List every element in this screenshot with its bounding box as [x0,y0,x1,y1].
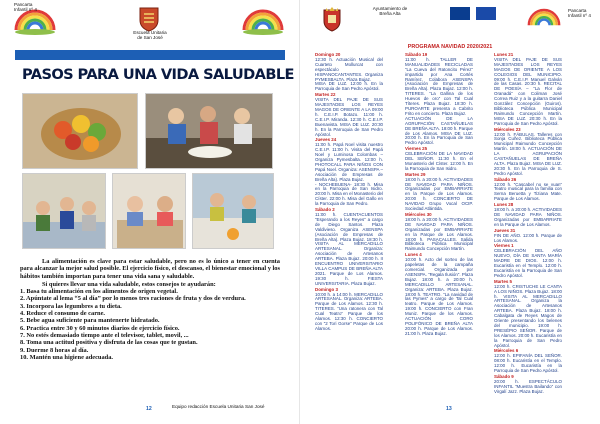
tips-list [20,288,280,361]
schedule-entry: 12:00 h. “Cascabel no se vuan” Teatro musical para la familia con Serna Beruetta y Tiziana Mate. Parque de Los Alamos. [494,181,562,202]
schedule-entry: VISITA DEL PAJE DE SUS MAJESTADES LOS REYES MAGOS DE ORIENTE A LA 09:00 h. C.E.I.P. Botazo. 11:00 h. C.E.I.P. Miranda. 12:30 h. C.E.I.P. Buenavista. MISA DE LUZ. 20:30 h. En la Parroquia de San Pedro Apóstol. [315,97,383,137]
photo-classroom [22,173,106,249]
schedule-day-heading: Sábado 19 [405,52,428,57]
schedule-column-2 [405,52,473,404]
schedule-day-heading: Lunes 4 [405,252,422,258]
left-page-header [0,0,299,52]
council-label: Ayuntamiento de Breña Alta [372,6,408,16]
photo-school-table [192,173,274,249]
credit-line: Equipo redacción Escuela Unitaria San José [172,404,265,409]
list-item: 2. Apúntate al lema “5 al día” por lo menos tres raciones de fruta y dos de verdura. [20,295,246,303]
list-item: 5. Bebe agua suficiente para mantenerte hidratado. [20,317,160,325]
schedule-entry: ACTUACIÓN DE LA AGRUPACIÓN CASTAÑUELAS DE BREÑA ALTA. 18:00 h. Parque de Los Alamos. MISA DE LUZ. 20:00 h. En la Parroquia de San Pedro Apóstol. [405,115,473,146]
pancarta-label: Pancarta Infantil nº 4 [568,8,591,18]
photo-fruit-basket [22,93,138,169]
schedule-day-heading: Miércoles 6 [494,348,519,354]
schedule-day-heading: Sábado 26 [494,176,517,182]
tips-intro: Si quieres llevar una vida saludable, estos consejos te ayudarán: [42,280,216,288]
list-item: 1. Basa tu alimentación en los alimentos de origen vegetal. [20,288,178,296]
council-crest-icon [322,6,342,32]
schedule-entry: 20:00 h. ESPECTÁCULO INFANTIL “Muestra Bailando” con Virgalí Jazz. Plaza Bujaz. [494,378,562,394]
list-item: 10. Mantén una higiene adecuada. [20,353,114,361]
schedule-entry: 18:00 h. a 20:00 h. ACTIVIDADES DE NAVIDAD PARA NIÑOS. Organizadas por EMBARRIATE en la Parque de Los Alamos. 18:00 h. PASACALLES. Salida Biblioteca Pública Municipal Raimundo Concepción Martín. [405,216,473,252]
schedule-entry: 11:00 h. Papá Noel visita nuestro C.E.I.P. 11:00 h. Visita del Papá Noel y Luminosa Colombas – Organiza Pymesbalta. 12:00 h. PHOTOCALL PARA NIÑOS CON Papá Noel. Organiza: ASENSPA – Asociación de Empresas de Breña Alta). Plaza Bujaz. [315,142,383,182]
schedule-day-heading: Domingo 20 [315,52,341,57]
list-item: 7. No estés demasiado tiempo ante el televisor, tablet, movil, ... [20,331,189,339]
schedule-entry: 12:00 h. EPIFANÍA DEL SEÑOR. 08:00 h. Eucaristía en el Templo. 12:00 h. Eucaristía en la Parroquia de San Pedro Apóstol. [494,353,562,374]
schedule-column-1 [315,52,383,404]
list-item: 8. Toma una actitud positiva y disfruta de las cosas que te gustan. [20,339,198,347]
schedule-entry: - NOCHEBUENA- 18:30 h. Misa en la Parroquia de San Isidro. 20:00 h. Misa en el Monasterio del Císter. 22:00 h. Misa del Gallo en la Parroquia de San Pedro. [315,181,383,207]
article-body [20,258,280,361]
schedule-day-heading: Miércoles 23 [494,126,521,132]
eu-flag-icon [450,7,470,20]
page-number: 12 [146,406,152,412]
intro-paragraph: La alimentación es clave para estar saludable, pero no es lo único a tener en cuenta para alcanzar la mejor salud posible. El ejercicio físico, el descanso, el bienestar emocional y los hábitos también importan para tener una vida sana y saludable. [20,258,280,280]
schedule-day-heading: Viernes 1 [494,243,514,249]
schedule-day-heading: Lunes 21 [494,52,514,57]
list-item: 3. Incorpora las legumbres a tu dieta. [20,302,122,310]
school-crest-icon [138,6,160,32]
title-band [15,50,285,60]
school-label: Escuela Unitaria de San José [133,30,167,40]
schedule-entry: CELEBRACIÓN DEL AÑO NUEVO, DÍA DE SANTA MARÍA MADRE DE DIOS. 12:00 h. Eucaristía en el Templo. 12:00 h. Eucaristía en la Parroquia de San Pedro Apóstol. [494,248,562,278]
schedule-day-heading: Jueves 31 [494,227,516,233]
schedule-entry: 12:00 h. FÁBULAS. Talleres con Sonja Cuñez. Biblioteca Pública Municipal Raimundo Concepción Martín. 18:00 h. ACTUACIÓN DE LA AGRUPACIÓN CASTAÑUELAS DE BREÑA ALTA. Plaza Bujaz. MISA DE LUZ. 20:30 h. En la Parroquia de S. Pedro Apóstol. [494,131,562,176]
schedule-entry: MISA DE LUZ. 12:00 h. En la Parroquia de San Pedro Apóstol. [315,81,383,92]
article-title: PASOS PARA UNA VIDA SALUDABLE [22,66,294,83]
schedule-day-heading: Domingo 3 [315,286,338,292]
schedule-day-heading: Martes 5 [494,278,513,284]
schedule-day-heading: Sábado 9 [494,374,514,379]
schedule-day-heading: Lunes 28 [494,202,514,208]
list-item: 6. Practica entre 30 y 60 minutos diarios de ejercicio físico. [20,324,180,332]
schedule-entry: 11:00 h. TALLER DE MANUALIDADES RECICLADAS “La Cueva del Ratoncito Pérez” impartido por Ana Cortés Ramírez. Colabora ASENSPA (Asociación de Empresas de Breña Alta). Plaza Bujaz. 12:00 h. TITERES. “La Gallina de los Huevos de oro” con Tal Cual Títeres. Plaza Bujaz. 18:30 h. PUROARTE presenta a Cabrito Frito en concierto. Plaza Bujaz. [405,56,473,116]
schedule-day-heading: Miércoles 30 [405,212,432,217]
schedule-entry: FIN DE AÑO. 12:00 h. Parque de Los Alamos. [494,232,562,243]
schedule-column-3 [494,52,562,404]
schedule-day-heading: Jueves 24 [315,137,337,143]
schedule-entry: 10:00 h. Acto del sorteo de las papeletas de la campaña comercial. Organizada por ASENSPA. “Regala Ilusión”. Plaza Bujaz. 18:00 h. a 20:00 h. MERCADILLO ARTESANAL. Organiza: ARTEBA. Plaza Bujaz. 18:00 h. TEATRO. “La navidad de las Pymes” a cargo de Tal Cual teatro. Parque de Los Alamos. 19:00 h. CONCIERTO con Fran Muniz. Parque de los Alamos. ACTUACIÓN CORO POLIFÓNICO DE BREÑA ALTA 20:00 h. Parque de Los Alamos. 21:00 h. Plaza Bujaz. [405,257,473,336]
schedule-entry: 18:00 h. a 20:00 h. ACTIVIDADES DE NAVIDAD PARA NIÑOS. Organizadas por EMBARRIATE en la Parque de Los Alamos. [494,207,562,227]
pancarta-label: Pancarta Infantil nº 4 [14,2,37,12]
rainbow-logo-icon [524,6,564,30]
photo-cooking-class [145,93,273,169]
page-number: 13 [446,406,452,412]
schedule-entry: VISITA DEL PAJE DE SUS MAJESTADES LOS REYES MAGOS DE ORIENTE A LOS COLEGIOS DEL MUNICIPIO. 09:00 h. C.E.I.P. Manuel Galván de las Casas. 20:30 h. RECITAL DE POESÍA – “La Flor de Oranadá” con Coliman José Correa Ruiz y a la guitarra Daniel González Concepción (Guiros). Biblioteca Pública Municipal Raimundo Concepción Martín. MISA DE LUZ. 20:30 h. En la Parroquia de San Pedro Apóstol. [494,56,562,126]
schedule-day-heading: Viernes 25 [405,146,428,152]
photo-children-eating [112,173,186,249]
schedule-day-heading: Martes 29 [405,171,426,177]
schedule-entry: 12:30 h. Actuación Musical del Cuarteto Mollurcat con espectáculo HISPANOCANTANTES. Organiza PYMESBALTA. Plaza Bujaz. [315,56,383,82]
schedule-day-heading: Martes 22 [315,92,336,98]
list-item: 4. Reduce el consumo de carne. [20,310,106,318]
schedule-day-heading: Sábado 2 [315,207,335,213]
schedule-entry: 11:00 h. CUENTACUENTOS “Esperando a los Reyes” a cargo de Diego Santos. Plaza Valdivieso. Organiza ASENSPA (Asociación de Empresas de Breña Alta). Plaza Bujaz. 18:30 h. VISITA AL MERCADILLO ARTESANAL. Organiza: Asociación de Artesanos ARTEBA. Plaza Bujaz. 20:00 h. II ENCUENTRO UNIVERSITARIO VILLA CAMPUS DE BREÑA ALTA 2021. Parque de Los Alamos. 19:30 h. FIESTA UNIVERSITARIA. Plaza Bujaz. [315,212,383,286]
program-title: PROGRAMA NAVIDAD 2020/2021 [407,44,493,50]
schedule-entry: 12:00 h. CRISTUCHE LE CANTA A LOS NIÑOS. Plaza Bujaz. 18:00 h. VISITA AL MERCADILLO ARTESANAL. Organiza la Asociación de Artesanos ARTEBA. Plaza Bujaz. 18:00 h. Cabalgata de Reyes Magos de Oriente presentando los belenes del municipio. 19:00 h. PRESÉPIO SEÑOR. Parque de los Alamos. 20:00 h. Eucaristía en la Parroquia de San Pedro Apóstol. [494,283,562,348]
program-logo-icon [476,7,496,20]
rainbow-logo-icon [240,6,286,36]
list-item: 9. Duerme 8 horas al día. [20,346,89,354]
right-page [300,0,600,424]
schedule-entry: CELEBRACIÓN DE LA NAVIDAD DEL SEÑOR. 11:30 h. En el Monasterio del Císter. 12:00 h. En la Parroquia de San Isidro. [405,151,473,171]
schedule-entry: 10:00 h. a 14:00 h. MERCADILLO ARTESANAL. Organiza: ARTEBA. Parque de Los Alamos. 12:30 h. TITERES. “Una ratonera con Tal Cual Teatro” Parque de los Alamos. 12:30 h. CONCIERTO con “2 Tori Gorse” Parque de Los Alamos. [315,291,383,331]
schedule-entry: 18:00 h. a 20:00 h. ACTIVIDADES DE NAVIDAD PARA NIÑOS. Organizadas por EMBARRIATE en la Parque de Los Alamos. 20:00 h. CONCIERTO DE NAVIDAD Grupo Vocal OCIP. Sociedad Atlántida. [405,176,473,212]
